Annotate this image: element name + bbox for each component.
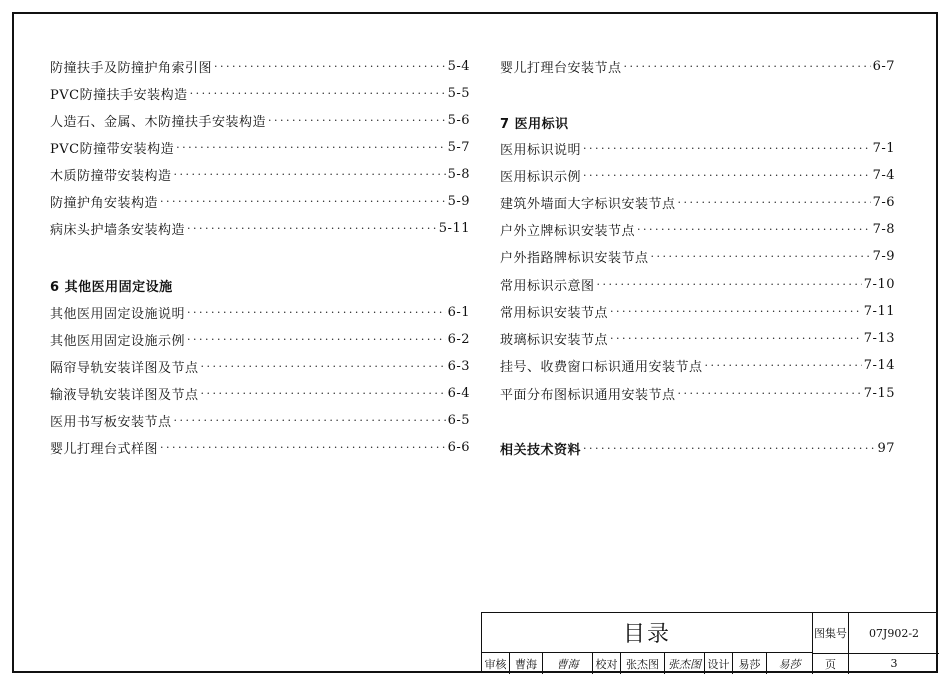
page-number: 3 [890,657,898,670]
toc-entry[interactable]: 防撞扶手及防撞护角索引图 ····· 5-4 [50,56,470,76]
designer-signature: 易莎 [767,653,813,674]
reviewer-signature: 曹海 [543,653,593,674]
review-label: 审核 [482,653,510,674]
designer-name: 易莎 [733,653,767,674]
toc-entry[interactable]: 户外指路牌标识安装节点 ····· 7-9 [500,246,895,266]
drawing-title: 目录 [482,613,813,653]
toc-entry[interactable]: 输液导轨安装详图及节点 ····· 6-4 [50,383,470,403]
title-block [481,612,938,673]
toc-entry[interactable]: 户外立牌标识安装节点 ····· 7-8 [500,219,895,239]
toc-entry[interactable]: 建筑外墙面大字标识安装节点 ····· 7-6 [500,192,895,212]
check-label: 校对 [593,653,621,674]
toc-entry[interactable]: 挂号、收费窗口标识通用安装节点 ····· 7-14 [500,355,895,375]
toc-entry[interactable]: 医用标识示例 ····· 7-4 [500,165,895,185]
checker-name: 张杰图 [621,653,665,674]
atlas-number: 07J902-2 [868,626,920,640]
toc-entry[interactable]: 木质防撞带安装构造 ····· 5-8 [50,164,470,184]
toc-entry[interactable]: 常用标识安装节点 ····· 7-11 [500,301,895,321]
toc-entry[interactable]: 婴儿打理台式样图 ····· 6-6 [50,437,470,457]
toc-entry[interactable]: 防撞护角安装构造 ····· 5-9 [50,191,470,211]
toc-entry[interactable]: 平面分布图标识通用安装节点 ····· 7-15 [500,383,895,403]
checker-signature: 张杰图 [665,653,705,674]
toc-entry[interactable]: 病床头护墙条安装构造 ····· 5-11 [50,218,470,238]
toc-entry[interactable]: 医用书写板安装节点 ····· 6-5 [50,410,470,430]
toc-entry[interactable]: 其他医用固定设施示例 ····· 6-2 [50,329,470,349]
toc-entry[interactable]: 常用标识示意图 ····· 7-10 [500,274,895,294]
toc-entry[interactable]: PVC防撞带安装构造 ····· 5-7 [50,137,470,157]
toc-entry[interactable]: 人造石、金属、木防撞扶手安装构造 ····· 5-6 [50,110,470,130]
toc-entry[interactable]: 隔帘导轨安装详图及节点 ····· 6-3 [50,356,470,376]
page-label: 页 [813,653,849,674]
section-6-heading: 6 其他医用固定设施 [50,280,173,295]
reviewer-name: 曹海 [510,653,543,674]
section-7-heading: 7 医用标识 [500,117,569,132]
toc-entry[interactable]: 婴儿打理台安装节点 ····· 6-7 [500,56,895,76]
toc-entry[interactable]: 医用标识说明 ····· 7-1 [500,138,895,158]
toc-entry[interactable]: PVC防撞扶手安装构造 ····· 5-5 [50,83,470,103]
toc-entry[interactable]: 玻璃标识安装节点 ····· 7-13 [500,328,895,348]
design-label: 设计 [705,653,733,674]
related-tech-entry[interactable]: 相关技术资料 ····· 97 [500,438,895,458]
atlas-label: 图集号 [813,613,849,653]
toc-entry[interactable]: 其他医用固定设施说明 ····· 6-1 [50,302,470,322]
